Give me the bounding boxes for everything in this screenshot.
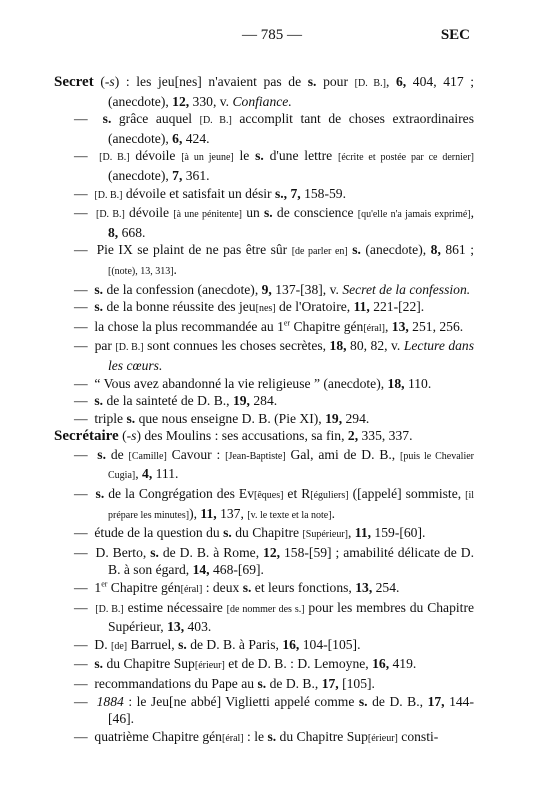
entry-text: : le [243, 728, 268, 744]
entry-text: de D. B. à Rome, [158, 544, 264, 560]
editorial-insert: [Supérieur] [302, 529, 348, 541]
index-subentry [54, 599, 474, 636]
entry-text: : le Jeu[ne abbé] Viglietti appelé comme [123, 693, 359, 709]
entry-text: que nous enseigne D. B. (Pie XI), [135, 410, 326, 426]
index-subentry [54, 524, 474, 544]
entry-text: 221-[22]. [369, 299, 425, 315]
italic-text: -s [126, 428, 137, 444]
entry-text: grâce auquel [111, 111, 200, 127]
entry-text: [105]. [338, 676, 375, 691]
editorial-insert: [qu'elle n'a jamais exprimé] [357, 209, 471, 221]
entry-text: (anecdote), [360, 242, 431, 258]
entry-text: 861 ; [440, 242, 474, 258]
entry-text: Cavour : [166, 446, 226, 462]
reference-bold: 11, [354, 525, 372, 541]
reference-bold: 18, [329, 338, 347, 354]
entry-text: et R [283, 486, 311, 502]
editorial-insert: [éral] [221, 732, 244, 744]
entry-text: . [331, 505, 335, 521]
entry-text: accomplit tant de choses extraordinaires (anecdote), [108, 111, 475, 146]
entry-text: 1 [94, 580, 102, 596]
index-subentry [54, 110, 474, 147]
index-subentry [54, 318, 474, 338]
reference-bold: s. [358, 693, 368, 709]
reference-bold: 17, [321, 676, 339, 691]
reference-bold: s. [352, 242, 361, 258]
index-subentry [54, 204, 474, 241]
entry-text: Chapitre gén [107, 580, 181, 596]
index-subentry [54, 675, 474, 693]
entry-text: 668. [118, 224, 146, 240]
italic-text: Confiance. [232, 93, 292, 109]
reference-bold: s. [102, 111, 112, 127]
reference-bold: 16, [282, 636, 300, 652]
entry-text: ) : les jeu[nes] n'avaient pas de [114, 74, 308, 89]
entry-text: ( [118, 428, 127, 444]
entry-text: estime nécessaire [123, 599, 227, 615]
editorial-insert: [il prépare les minutes] [108, 490, 474, 521]
index-subentry [54, 241, 474, 280]
editorial-insert: [D. B.] [99, 152, 130, 164]
reference-bold: 8, [430, 242, 441, 258]
entry-text: d'une lettre [263, 148, 338, 164]
entry-text: de D. B. à Paris, [186, 636, 283, 652]
entry-text: recommandations du Pape au [94, 676, 258, 691]
entry-text: , [385, 74, 396, 89]
editorial-insert: [êques] [254, 490, 284, 502]
reference-bold: s. [94, 299, 104, 315]
entry-text: Gal, ami de D. B., [285, 446, 401, 462]
editorial-insert: [puis le Chevalier Cugia] [108, 450, 474, 482]
reference-bold: s. [264, 205, 273, 221]
editorial-insert: [érieur] [367, 732, 398, 744]
entry-text: de D. B., [367, 693, 428, 709]
italic-text: 1884 [96, 693, 124, 709]
entry-text: de la sainteté de D. B., [103, 393, 233, 409]
editorial-insert: [à une pénitente] [173, 209, 243, 221]
reference-bold: 17, [427, 693, 445, 709]
entry-text: un [242, 205, 264, 221]
entry-text: 111. [152, 466, 179, 482]
reference-bold: s. [94, 656, 104, 672]
reference-bold: 7, [172, 167, 183, 183]
entry-text: 424. [182, 130, 210, 146]
index-subentry [54, 544, 474, 579]
index-headword-entry [54, 427, 474, 446]
entry-text: 419. [389, 656, 417, 672]
reference-bold: s. [242, 580, 252, 596]
entry-text: du Chapitre [231, 525, 303, 541]
entry-text: D. Berto, [95, 544, 151, 560]
reference-bold: s. [223, 525, 232, 541]
reference-bold: s. [150, 544, 159, 560]
entry-text: 158-[59] ; amabilité délicate de D. B. à son égard, [108, 544, 474, 578]
reference-bold: s. [307, 74, 317, 89]
superscript: er [283, 318, 291, 328]
page-number: — 785 — [242, 27, 302, 43]
headword: Secrétaire [54, 428, 119, 445]
entry-text: et leurs fonctions, [251, 580, 356, 596]
entry-text: 158-59. [300, 185, 346, 201]
entry-text: et de D. B. : D. Lemoyne, [224, 656, 373, 672]
reference-bold: 12, [172, 93, 190, 109]
entry-text: 251, 256. [408, 318, 464, 334]
entry-text: 294. [342, 410, 370, 426]
running-head: SEC [440, 27, 470, 43]
editorial-insert: [érieur] [194, 660, 225, 672]
editorial-insert: [de nommer des s.] [226, 603, 305, 615]
reference-bold: 13, [355, 580, 373, 596]
entry-text: de l'Oratoire, [275, 299, 354, 315]
entry-text: 468-[69]. [209, 562, 264, 578]
editorial-insert: [de parler en] [291, 246, 348, 258]
reference-bold: s. [94, 393, 104, 409]
reference-bold: 13, [391, 318, 409, 334]
index-subentry [54, 579, 474, 599]
reference-bold: s. [255, 148, 264, 164]
entry-text: de la Congrégation des Ev [104, 486, 254, 502]
index-subentry [54, 281, 474, 299]
headword: Secret [54, 74, 94, 90]
index-subentry [54, 392, 474, 410]
editorial-insert: [Camille] [128, 450, 167, 462]
index-subentry [54, 185, 474, 205]
italic-text: -s [104, 74, 115, 89]
reference-bold: 9, [261, 281, 272, 297]
editorial-insert: [D. B.] [115, 342, 144, 354]
entry-text: 404, 417 ; (anecdote), [108, 74, 475, 109]
reference-bold: 11, [353, 299, 370, 315]
entry-text: , [384, 318, 392, 334]
reference-bold: 7, [290, 185, 301, 201]
entry-text: , [470, 205, 475, 221]
entry-text: Barruel, [127, 636, 179, 652]
index-subentry [54, 410, 474, 428]
entry-text: , [135, 466, 143, 482]
entry-text: dévoile [124, 205, 174, 221]
reference-bold: 8, [108, 224, 119, 240]
entry-text: ) des Moulins : ses accusations, sa fin, [136, 428, 348, 444]
entry-text: quatrième Chapitre gén [94, 728, 222, 744]
entry-text: ( [93, 74, 105, 89]
entry-text: triple [94, 410, 127, 426]
entry-text: de conscience [272, 205, 358, 221]
entry-text: le [233, 148, 256, 164]
index-subentry [54, 375, 474, 393]
entry-text: du Chapitre Sup [276, 728, 368, 744]
editorial-insert: [éral] [180, 584, 203, 596]
entry-text: 80, 82, v. [346, 338, 404, 354]
entry-text: Chapitre gén [290, 318, 364, 334]
superscript: er [101, 579, 108, 589]
editorial-insert: [D. B.] [94, 189, 123, 201]
entry-text: 361. [182, 167, 210, 183]
entry-text: 137-[38], v. [271, 281, 343, 297]
index-subentry [54, 298, 474, 318]
reference-bold: 6, [395, 74, 407, 89]
entry-text: 144-[46]. [108, 693, 474, 727]
entry-text: 335, 337. [358, 428, 413, 444]
index-subentry [54, 337, 474, 374]
entry-text: la chose la plus recommandée au 1 [94, 318, 284, 334]
entry-text: 403. [184, 619, 212, 635]
entry-text: par [94, 338, 116, 354]
entry-text: de D. B., [266, 676, 322, 691]
reference-bold: 11, [200, 505, 217, 521]
index-entries [54, 73, 474, 747]
index-subentry [54, 446, 474, 485]
reference-bold: s. [95, 486, 105, 502]
entry-text: 159-[60]. [371, 525, 426, 541]
entry-text: étude de la question du [94, 525, 224, 541]
reference-bold: s. [126, 410, 136, 426]
reference-bold: s. [267, 728, 277, 744]
entry-text: dévoile [129, 148, 182, 164]
index-headword-entry [54, 73, 474, 110]
reference-bold: s., [274, 185, 288, 201]
entry-text: (anecdote), [108, 167, 173, 183]
editorial-insert: [(note), 13, 313] [108, 265, 174, 277]
entry-text: . [173, 261, 177, 277]
index-subentry [54, 655, 474, 675]
entry-text: ), [189, 505, 201, 521]
reference-bold: 18, [387, 375, 405, 391]
entry-text: 137, [216, 505, 248, 521]
entry-text: pour [316, 74, 355, 89]
reference-bold: 16, [372, 656, 390, 672]
index-subentry [54, 636, 474, 656]
entry-text: du Chapitre Sup [103, 656, 195, 672]
reference-bold: s. [97, 446, 106, 462]
editorial-insert: [D. B.] [95, 603, 124, 615]
reference-bold: s. [257, 676, 267, 691]
entry-text: 104-[105]. [299, 636, 361, 652]
reference-bold: 12, [263, 544, 281, 560]
index-subentry [54, 728, 474, 748]
entry-text: 284. [249, 393, 278, 409]
reference-bold: 6, [172, 130, 183, 146]
entry-text: de [105, 446, 129, 462]
editorial-insert: [éral] [363, 322, 385, 334]
reference-bold: s. [178, 636, 187, 652]
reference-bold: s. [94, 281, 104, 297]
editorial-insert: [Jean-Baptiste] [225, 450, 286, 462]
page-header [0, 27, 544, 47]
entry-text: D. [94, 636, 112, 652]
italic-text: Secret de la confession. [342, 281, 471, 297]
reference-bold: 4, [142, 466, 153, 482]
entry-text: dévoile et satisfait un désir [122, 185, 275, 201]
index-subentry [54, 147, 474, 184]
index-subentry [54, 693, 474, 728]
entry-text: , [347, 525, 355, 541]
entry-text: consti- [397, 728, 439, 744]
entry-text: : deux [202, 580, 243, 596]
entry-text: ([appelé] sommiste, [348, 486, 466, 502]
editorial-insert: [de] [111, 640, 128, 652]
entry-text: de la confession (anecdote), [103, 281, 262, 297]
reference-bold: 13, [167, 619, 185, 635]
entry-text: de la bonne réussite des jeu [103, 299, 256, 315]
editorial-insert: [nes] [255, 303, 276, 315]
reference-bold: 19, [325, 410, 343, 426]
entry-text: 254. [372, 580, 400, 596]
editorial-insert: [à un jeune] [181, 152, 234, 164]
editorial-insert: [D. B.] [354, 78, 386, 89]
entry-text: “ Vous avez abandonné la vie religieuse ” (anecdote), [94, 375, 388, 391]
entry-text: Pie IX se plaint de ne pas être sûr [96, 242, 292, 258]
editorial-insert: [D. B.] [199, 115, 232, 127]
editorial-insert: [éguliers] [310, 490, 349, 502]
editorial-insert: [écrite et postée par ce dernier] [338, 152, 475, 164]
entry-text: sont connues les choses secrètes, [143, 338, 330, 354]
editorial-insert: [D. B.] [95, 209, 125, 221]
entry-text: 330, v. [189, 93, 233, 109]
index-subentry [54, 485, 474, 524]
entry-text: 110. [404, 375, 432, 391]
editorial-insert: [v. le texte et la note] [247, 509, 332, 521]
italic-text: Lecture dans les cœurs. [108, 338, 475, 373]
reference-bold: 14, [192, 562, 210, 578]
reference-bold: 2, [347, 428, 359, 444]
reference-bold: 19, [232, 393, 250, 409]
entry-text: pour les membres du Chapitre Supérieur, [108, 599, 475, 635]
